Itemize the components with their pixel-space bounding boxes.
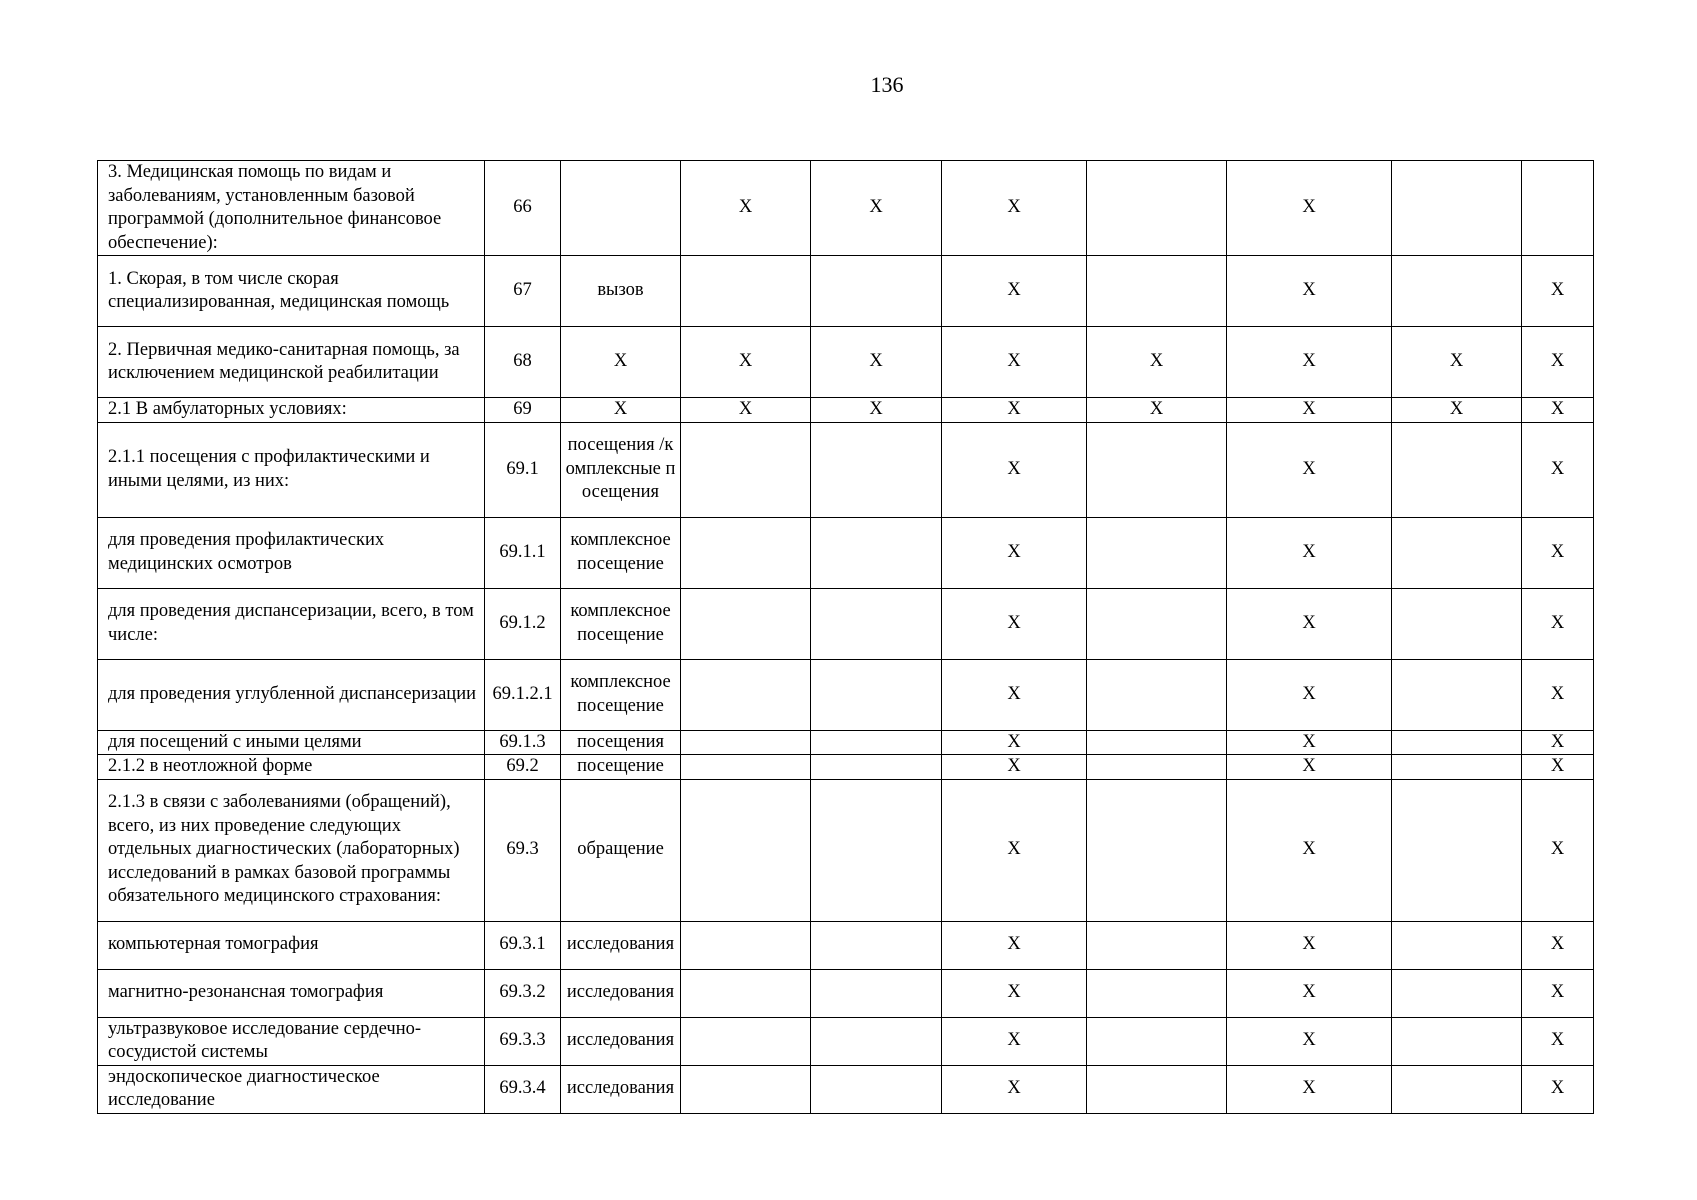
row-name-cell: 2. Первичная медико-санитарная помощь, за исключением медицинской реабилитации — [98, 327, 485, 398]
row-unit-cell: вызов — [561, 256, 681, 327]
row-col-4-cell — [681, 730, 811, 755]
table-row — [98, 779, 1594, 921]
row-code-cell: 69.3.2 — [485, 969, 561, 1017]
row-code-cell: 66 — [485, 161, 561, 256]
row-col-7-cell — [1087, 1017, 1227, 1065]
row-col-9-cell — [1392, 588, 1522, 659]
row-col-4-cell — [681, 517, 811, 588]
row-col-7-cell — [1087, 422, 1227, 517]
row-col-8-cell: X — [1227, 969, 1392, 1017]
row-col-5-cell — [811, 659, 942, 730]
row-col-10-cell: X — [1522, 1065, 1594, 1113]
row-code-cell: 69.3 — [485, 779, 561, 921]
row-col-8-cell: X — [1227, 327, 1392, 398]
row-name-cell: 1. Скорая, в том числе скорая специализированная, медицинская помощь — [98, 256, 485, 327]
row-code-cell: 68 — [485, 327, 561, 398]
row-col-7-cell — [1087, 1065, 1227, 1113]
row-col-8-cell: X — [1227, 1017, 1392, 1065]
row-name-cell: для проведения профилактических медицинских осмотров — [98, 517, 485, 588]
row-col-5-cell — [811, 517, 942, 588]
row-unit-cell: исследования — [561, 921, 681, 969]
row-col-9-cell: X — [1392, 398, 1522, 423]
row-col-6-cell: X — [942, 659, 1087, 730]
row-col-5-cell — [811, 1065, 942, 1113]
row-unit-cell: обращение — [561, 779, 681, 921]
row-col-7-cell: X — [1087, 327, 1227, 398]
row-col-6-cell: X — [942, 422, 1087, 517]
table-row — [98, 517, 1594, 588]
row-name-cell: 2.1.2 в неотложной форме — [98, 755, 485, 780]
row-col-6-cell: X — [942, 921, 1087, 969]
row-unit-cell: комплексное посещение — [561, 588, 681, 659]
row-name-cell: для посещений с иными целями — [98, 730, 485, 755]
row-col-10-cell: X — [1522, 755, 1594, 780]
row-col-4-cell: X — [681, 327, 811, 398]
table-row — [98, 588, 1594, 659]
row-col-10-cell: X — [1522, 921, 1594, 969]
row-unit-cell: посещения — [561, 730, 681, 755]
row-name-cell: 2.1.3 в связи с заболеваниями (обращений), всего, из них проведение следующих отдельных диагностических (лабораторных) исследований в рамках базовой программы обязательного медицинского страхования: — [98, 779, 485, 921]
row-col-7-cell — [1087, 517, 1227, 588]
row-code-cell: 67 — [485, 256, 561, 327]
row-col-4-cell: X — [681, 161, 811, 256]
row-col-4-cell — [681, 755, 811, 780]
row-col-9-cell — [1392, 969, 1522, 1017]
row-col-8-cell: X — [1227, 659, 1392, 730]
table-row — [98, 755, 1594, 780]
data-table — [97, 160, 1594, 1114]
row-col-8-cell: X — [1227, 422, 1392, 517]
row-unit-cell: комплексное посещение — [561, 517, 681, 588]
row-col-10-cell: X — [1522, 588, 1594, 659]
row-name-cell: эндоскопическое диагностическое исследование — [98, 1065, 485, 1113]
row-name-cell: для проведения углубленной диспансеризации — [98, 659, 485, 730]
row-col-8-cell: X — [1227, 517, 1392, 588]
row-col-4-cell — [681, 1017, 811, 1065]
row-code-cell: 69.2 — [485, 755, 561, 780]
row-code-cell: 69.1 — [485, 422, 561, 517]
row-col-9-cell — [1392, 256, 1522, 327]
row-col-5-cell — [811, 755, 942, 780]
row-col-4-cell — [681, 659, 811, 730]
row-col-9-cell — [1392, 730, 1522, 755]
row-col-5-cell — [811, 256, 942, 327]
row-col-7-cell — [1087, 588, 1227, 659]
row-unit-cell: исследования — [561, 969, 681, 1017]
row-name-cell: компьютерная томография — [98, 921, 485, 969]
row-unit-cell: посещение — [561, 755, 681, 780]
row-col-10-cell — [1522, 161, 1594, 256]
row-col-10-cell: X — [1522, 256, 1594, 327]
row-col-9-cell — [1392, 161, 1522, 256]
row-col-8-cell: X — [1227, 161, 1392, 256]
table-row — [98, 969, 1594, 1017]
row-col-5-cell — [811, 779, 942, 921]
table-row — [98, 921, 1594, 969]
row-col-5-cell — [811, 730, 942, 755]
table-row — [98, 1017, 1594, 1065]
row-name-cell: 2.1 В амбулаторных условиях: — [98, 398, 485, 423]
row-col-10-cell: X — [1522, 659, 1594, 730]
row-col-10-cell: X — [1522, 969, 1594, 1017]
row-col-10-cell: X — [1522, 1017, 1594, 1065]
row-col-10-cell: X — [1522, 398, 1594, 423]
row-unit-cell: X — [561, 327, 681, 398]
table-row — [98, 730, 1594, 755]
table-row — [98, 422, 1594, 517]
row-name-cell: магнитно-резонансная томография — [98, 969, 485, 1017]
row-col-6-cell: X — [942, 1065, 1087, 1113]
row-col-6-cell: X — [942, 1017, 1087, 1065]
page-number: 136 — [870, 72, 904, 97]
row-unit-cell: комплексное посещение — [561, 659, 681, 730]
row-col-4-cell — [681, 422, 811, 517]
row-col-8-cell: X — [1227, 1065, 1392, 1113]
row-name-cell: 2.1.1 посещения с профилактическими и иными целями, из них: — [98, 422, 485, 517]
row-unit-cell: посещения /комплексные посещения — [561, 422, 681, 517]
row-col-8-cell: X — [1227, 779, 1392, 921]
table-row — [98, 398, 1594, 423]
row-code-cell: 69.1.2.1 — [485, 659, 561, 730]
row-col-9-cell — [1392, 921, 1522, 969]
row-col-10-cell: X — [1522, 422, 1594, 517]
row-col-5-cell — [811, 1017, 942, 1065]
row-col-5-cell — [811, 969, 942, 1017]
row-col-5-cell: X — [811, 161, 942, 256]
row-code-cell: 69.3.1 — [485, 921, 561, 969]
row-col-10-cell: X — [1522, 779, 1594, 921]
row-col-9-cell — [1392, 779, 1522, 921]
row-col-9-cell — [1392, 1017, 1522, 1065]
table-row — [98, 1065, 1594, 1113]
row-col-6-cell: X — [942, 256, 1087, 327]
row-col-5-cell: X — [811, 398, 942, 423]
row-code-cell: 69.3.3 — [485, 1017, 561, 1065]
row-name-cell: ультразвуковое исследование сердечно-сосудистой системы — [98, 1017, 485, 1065]
row-col-9-cell — [1392, 1065, 1522, 1113]
row-col-6-cell: X — [942, 588, 1087, 659]
row-col-5-cell: X — [811, 327, 942, 398]
row-unit-cell: исследования — [561, 1017, 681, 1065]
row-unit-cell — [561, 161, 681, 256]
row-col-9-cell — [1392, 422, 1522, 517]
row-col-7-cell — [1087, 921, 1227, 969]
row-unit-cell: X — [561, 398, 681, 423]
row-col-5-cell — [811, 921, 942, 969]
row-name-cell: 3. Медицинская помощь по видам и заболеваниям, установленным базовой программой (дополнительное финансовое обеспечение): — [98, 161, 485, 256]
row-col-4-cell — [681, 1065, 811, 1113]
table-body — [98, 161, 1594, 1114]
row-col-9-cell — [1392, 659, 1522, 730]
row-col-6-cell: X — [942, 398, 1087, 423]
row-code-cell: 69.1.2 — [485, 588, 561, 659]
row-col-7-cell — [1087, 755, 1227, 780]
row-code-cell: 69.1.3 — [485, 730, 561, 755]
row-col-8-cell: X — [1227, 398, 1392, 423]
row-col-5-cell — [811, 422, 942, 517]
row-code-cell: 69.3.4 — [485, 1065, 561, 1113]
row-col-9-cell — [1392, 755, 1522, 780]
row-col-4-cell — [681, 969, 811, 1017]
row-code-cell: 69 — [485, 398, 561, 423]
row-code-cell: 69.1.1 — [485, 517, 561, 588]
row-col-8-cell: X — [1227, 730, 1392, 755]
row-name-cell: для проведения диспансеризации, всего, в том числе: — [98, 588, 485, 659]
row-col-6-cell: X — [942, 969, 1087, 1017]
row-col-10-cell: X — [1522, 517, 1594, 588]
row-col-6-cell: X — [942, 517, 1087, 588]
row-col-7-cell — [1087, 659, 1227, 730]
row-col-9-cell — [1392, 517, 1522, 588]
row-unit-cell: исследования — [561, 1065, 681, 1113]
row-col-7-cell — [1087, 779, 1227, 921]
row-col-7-cell: X — [1087, 398, 1227, 423]
table-row — [98, 256, 1594, 327]
row-col-7-cell — [1087, 969, 1227, 1017]
table-row — [98, 327, 1594, 398]
row-col-10-cell: X — [1522, 730, 1594, 755]
row-col-6-cell: X — [942, 730, 1087, 755]
row-col-8-cell: X — [1227, 256, 1392, 327]
row-col-4-cell: X — [681, 398, 811, 423]
row-col-7-cell — [1087, 730, 1227, 755]
row-col-10-cell: X — [1522, 327, 1594, 398]
row-col-8-cell: X — [1227, 755, 1392, 780]
row-col-7-cell — [1087, 161, 1227, 256]
table-row — [98, 161, 1594, 256]
table-row — [98, 659, 1594, 730]
row-col-6-cell: X — [942, 755, 1087, 780]
row-col-6-cell: X — [942, 779, 1087, 921]
row-col-7-cell — [1087, 256, 1227, 327]
row-col-8-cell: X — [1227, 588, 1392, 659]
row-col-8-cell: X — [1227, 921, 1392, 969]
row-col-4-cell — [681, 921, 811, 969]
row-col-4-cell — [681, 588, 811, 659]
row-col-9-cell: X — [1392, 327, 1522, 398]
row-col-5-cell — [811, 588, 942, 659]
row-col-6-cell: X — [942, 327, 1087, 398]
row-col-4-cell — [681, 256, 811, 327]
row-col-4-cell — [681, 779, 811, 921]
row-col-6-cell: X — [942, 161, 1087, 256]
